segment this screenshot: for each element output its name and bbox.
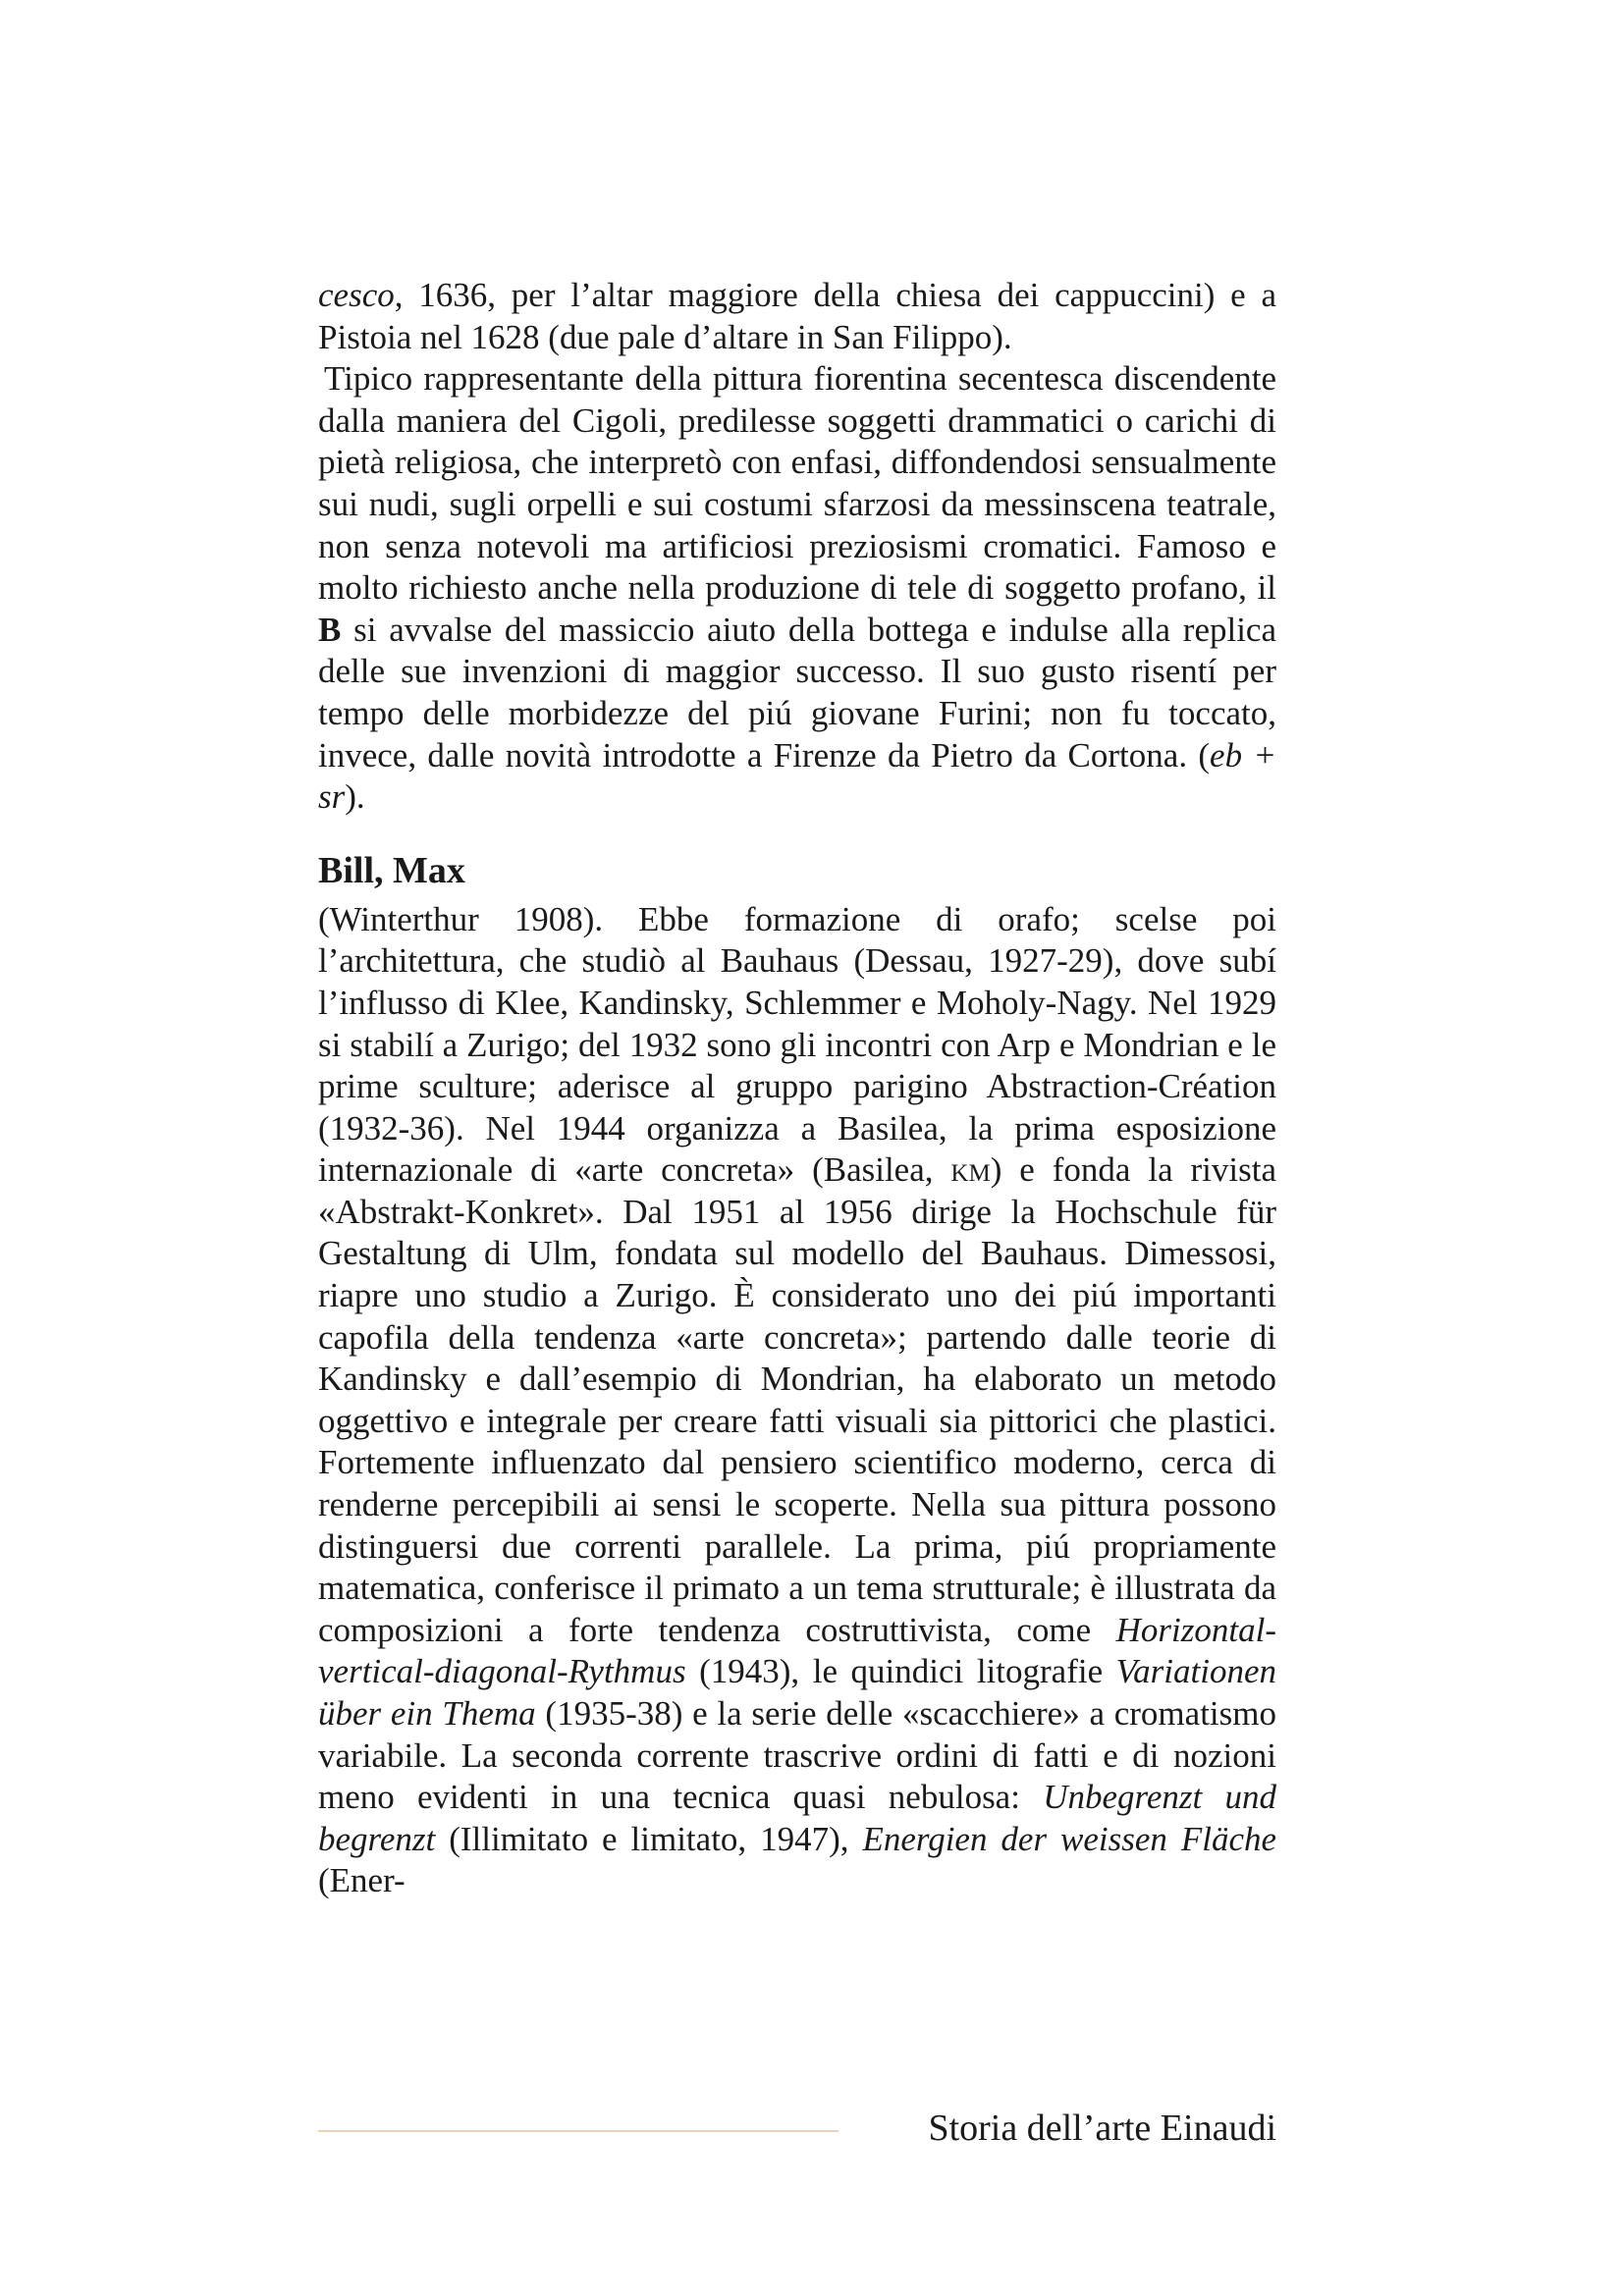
page-footer	[318, 2105, 1276, 2154]
entry-title: Bill, Max	[318, 849, 465, 891]
artwork-title: Horizontal-vertical-diagonal-Rythmus	[318, 1610, 1276, 1691]
footer-rule	[318, 2130, 839, 2132]
text-run: si avvalse del massiccio aiuto della bottega e indulse alla replica delle sue invenzioni di maggior successo. Il suo gusto risentí per tempo delle morbidezze del piú giovane Furini; non fu toccato, invece, dalle novità introdotte a Firenze da Pietro da Cortona. (	[318, 610, 1276, 774]
author-initials: eb + sr	[318, 735, 1276, 817]
text-run: (Winterthur 1908). Ebbe formazione di orafo; scelse poi l’architettura, che studiò al Bauhaus (Dessau, 1927-29), dove subí l’influsso di Klee, Kandinsky, Schlemmer e Moholy-Nagy. Nel 1929 si stabilí a Zurigo; del 1932 sono gli incontri con Arp e Mondrian e le prime sculture; aderisce al gruppo parigino Abstraction-Création (1932-36). Nel 1944 organizza a Basilea, la prima esposizione internazionale di «arte concreta» (Basilea,	[318, 899, 1276, 1190]
text-run: , 1636, per l’altar maggiore della chiesa dei cappuccini) e a Pistoia nel 1628 (due pale d’altare in San Filippo).	[318, 276, 1276, 356]
text-run: (1935-38) e la serie delle «scacchiere» a cromatismo variabile. La seconda corrente trascrive ordini di fatti e di nozioni meno evidenti in una tecnica quasi nebulosa:	[318, 1694, 1276, 1817]
entry-body	[318, 899, 1276, 1902]
artwork-title: Energien der weissen Fläche	[862, 1819, 1277, 1858]
smallcaps-abbreviation: km	[950, 1150, 991, 1190]
text-run: (1943), le quindici litografie	[685, 1652, 1116, 1691]
artwork-title: Unbegrenzt und begrenzt	[318, 1778, 1276, 1858]
text-run: ) e fonda la rivista «Abstrakt-Konkret». Dal 1951 al 1956 dirige la Hochschule für Gestaltung di Ulm, fondata sul modello del Bauhaus. Dimessosi, riapre uno studio a Zurigo. È considerato uno dei piú importanti capofila della tendenza «arte concreta»; partendo dalle teorie di Kandinsky e dall’esempio di Mondrian, ha elaborato un metodo oggettivo e integrale per creare fatti visuali sia pittorici che plastici. Fortemente influenzato dal pensiero scientifico moderno, cerca di renderne percepibili ai sensi le scoperte. Nella sua pittura possono distinguersi due correnti parallele. La prima, piú propriamente matematica, conferisce il primato a un tema strutturale; è illustrata da composizioni a forte tendenza costruttivista, come	[318, 1150, 1277, 1649]
italic-text: cesco	[318, 276, 395, 314]
text-run: (Ener-	[318, 1861, 406, 1900]
text-run: Tipico rappresentante della pittura fiorentina secentesca discendente dalla maniera del Cigoli, predilesse soggetti drammatici o carichi di pietà religiosa, che interpretò con enfasi, diffondendosi sensualmente sui nudi, sugli orpelli e sui costumi sfarzosi da messinscena teatrale, non senza notevoli ma artificiosi preziosismi cromatici. Famoso e molto richiesto anche nella produzione di tele di soggetto profano, il	[318, 359, 1276, 608]
bold-abbreviation: B	[318, 610, 342, 649]
text-run: ).	[345, 777, 365, 817]
page-body	[318, 275, 1276, 1902]
footer-title: Storia dell’arte Einaudi	[928, 2108, 1276, 2149]
continued-paragraph	[318, 275, 1276, 358]
entry-paragraph	[318, 358, 1276, 819]
text-run: (Illimitato e limitato, 1947),	[435, 1819, 863, 1858]
artwork-title: Variationen über ein Thema	[318, 1652, 1276, 1733]
